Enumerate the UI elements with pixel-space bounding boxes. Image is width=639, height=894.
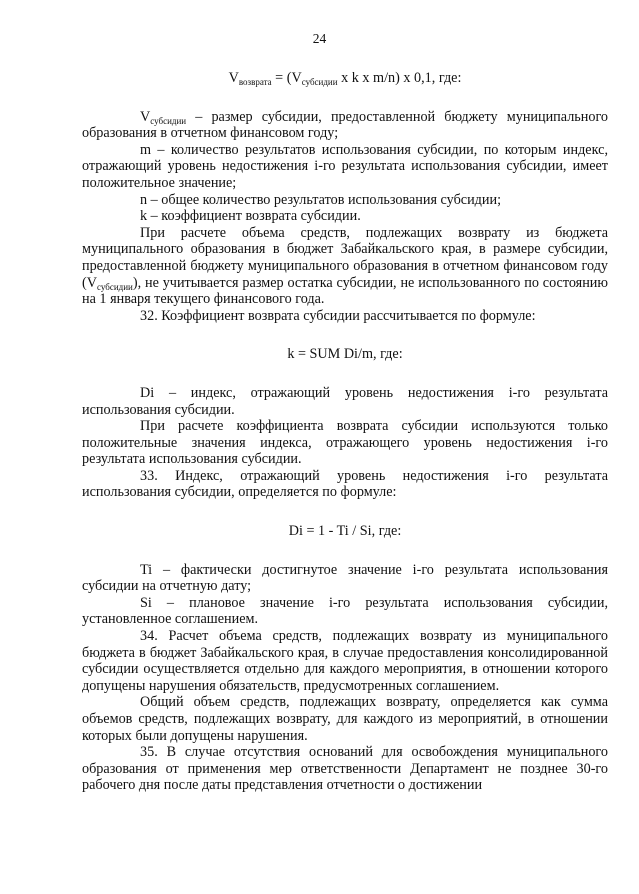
- calc-subscript: субсидии: [96, 281, 133, 292]
- definition-di: Di – индекс, отражающий уровень недостижения i-го результата использования субсидии.: [82, 384, 608, 418]
- definition-v-subsidy: [82, 109, 608, 142]
- formula-v: V: [228, 70, 239, 86]
- paragraph-33: 33. Индекс, отражающий уровень недостижения i-го результата использования субсидии, определяется по формуле:: [82, 467, 608, 501]
- paragraph-positive-values: При расчете коэффициента возврата субсидии используются только положительные значения индекса, отражающего уровень недостижения i-го результата использования субсидии.: [82, 418, 608, 468]
- paragraph-32: 32. Коэффициент возврата субсидии рассчитывается по формуле:: [140, 307, 536, 324]
- formula-subsidy-subscript: субсидии: [301, 77, 338, 87]
- def-v-text: – размер субсидии, предоставленной бюджету муниципального образования в отчетном финансовом году;: [82, 108, 608, 142]
- def-v-symbol: V: [140, 108, 151, 125]
- definition-n: n – общее количество результатов использования субсидии;: [140, 191, 502, 208]
- paragraph-34: 34. Расчет объема средств, подлежащих возврату из муниципального бюджета в бюджет Забайкальского края, в случае предоставления консолидированной субсидии осуществляется отдельно для каждого мероприятия, в отношении которого допущены нарушения обязательств, предусмотренных соглашением.: [82, 628, 608, 694]
- paragraph-35: 35. В случае отсутствия оснований для освобождения муниципального образования от применения мер ответственности Департамент не позднее 30-го рабочего дня после даты представления отчетности о достижении: [82, 744, 608, 794]
- paragraph-total-volume: Общий объем средств, подлежащих возврату, определяется как сумма объемов средств, подлежащих возврату, для каждого из мероприятий, в отношении которых были допущены нарушения.: [82, 694, 608, 744]
- definition-k: k – коэффициент возврата субсидии.: [140, 208, 361, 225]
- paragraph-calculation: [82, 225, 608, 308]
- document-body: [82, 70, 608, 794]
- formula-return-amount: [82, 70, 608, 87]
- formula-k: k = SUM Di/m, где:: [287, 346, 403, 363]
- calc-text-before: При расчете объема средств, подлежащих возврату из бюджета муниципального образования в бюджет Забайкальского края, в размере субсидии, предоставленной бюджету муниципального образования в отчетном финансовом году (V: [82, 224, 608, 291]
- formula-di: Di = 1 - Ti / Si, где:: [288, 523, 402, 540]
- definition-si: Si – плановое значение i-го результата использования субсидии, установленное соглашением.: [82, 594, 608, 628]
- definition-ti: Ti – фактически достигнутое значение i-го результата использования субсидии на отчетную дату;: [82, 561, 608, 595]
- formula-eq-open: = (V: [271, 70, 302, 86]
- definition-m: m – количество результатов использования субсидии, по которым индекс, отражающий уровень недостижения i-го результата использования субсидии, имеет положительное значение;: [82, 141, 608, 191]
- calc-text-after: ), не учитывается размер остатка субсидии, не использованного по состоянию на 1 января текущего финансового года.: [82, 274, 608, 308]
- page-number: 24: [312, 31, 327, 46]
- formula-v-subscript: возврата: [238, 77, 272, 87]
- def-v-subscript: субсидии: [150, 115, 187, 126]
- formula-tail: x k x m/n) x 0,1, где:: [337, 70, 462, 86]
